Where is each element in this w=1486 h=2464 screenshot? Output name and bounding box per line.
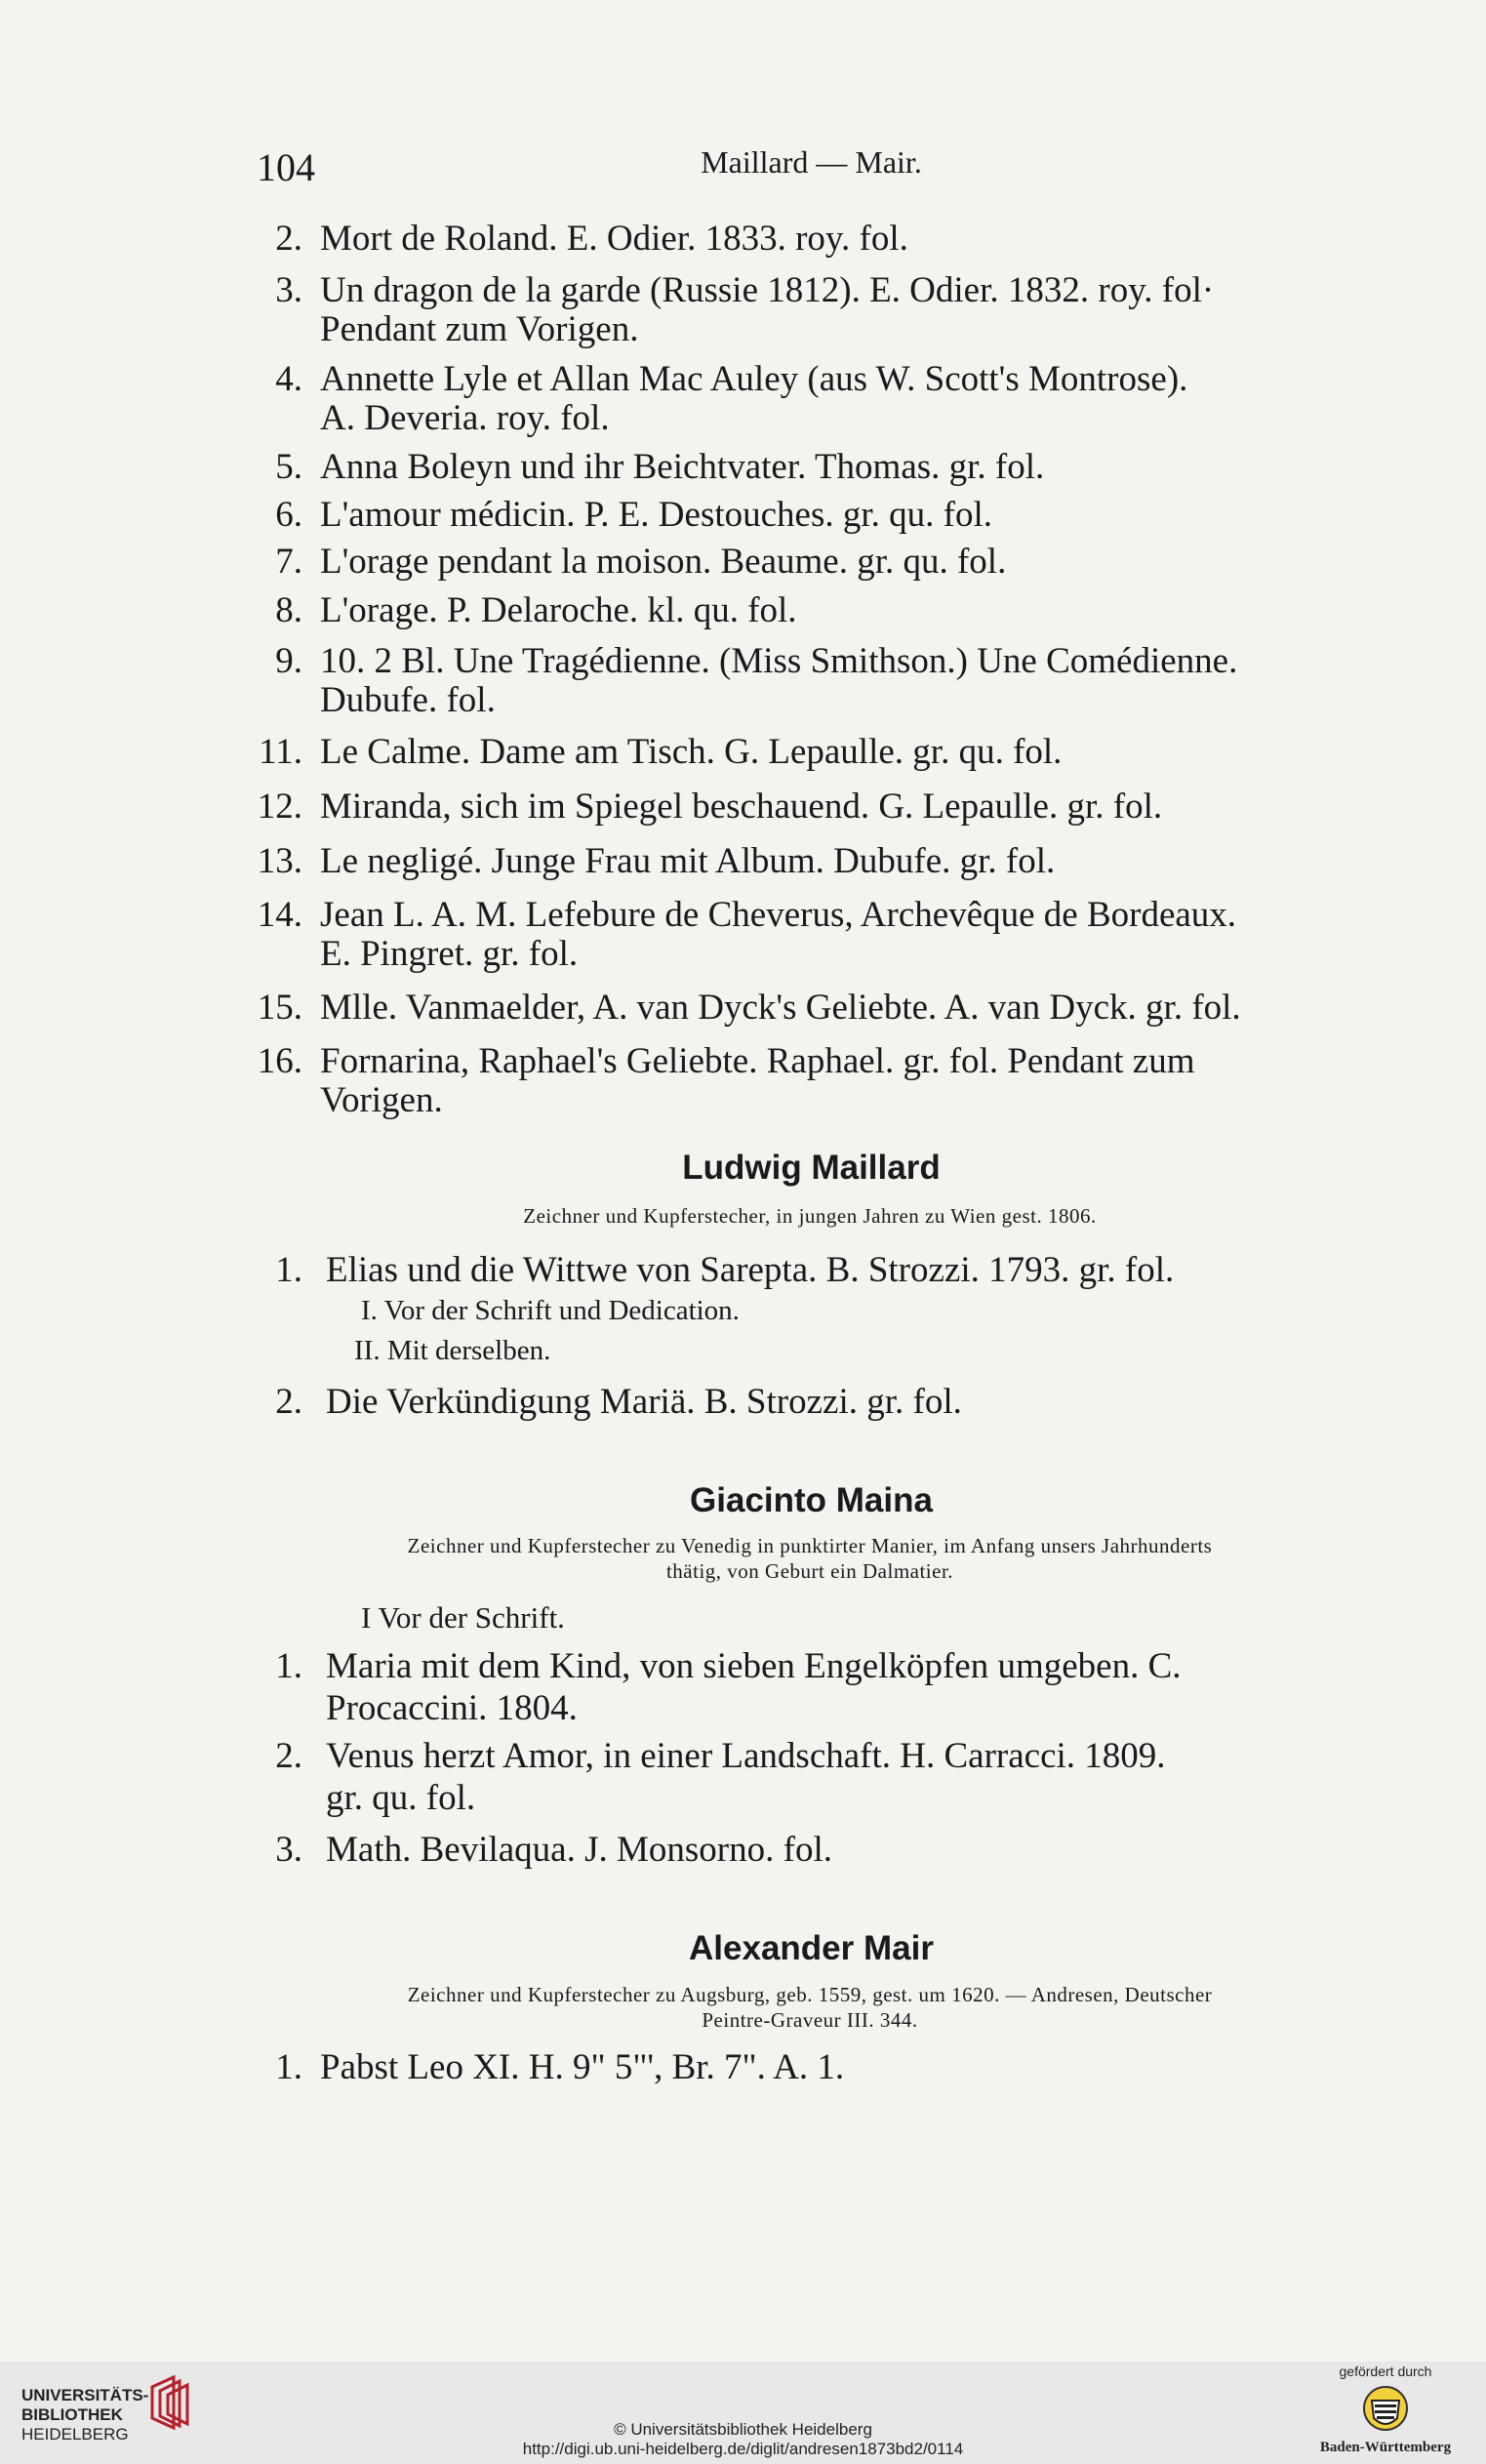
artist-description: Zeichner und Kupferstecher zu Augsburg, geb. 1559, gest. um 1620. — Andresen, Deutscher Peintre-Graveur III. 344. — [407, 1983, 1213, 2032]
artist-heading: Ludwig Maillard — [682, 1149, 941, 1187]
running-title: Maillard — Mair. — [701, 144, 922, 180]
state-note: II. Mit derselben. — [354, 1335, 551, 1366]
library-logo-text[interactable]: UNIVERSITÄTS- BIBLIOTHEK HEIDELBERG — [21, 2386, 149, 2444]
coat-of-arms-icon — [1361, 2383, 1410, 2438]
permalink[interactable]: http://digi.ub.uni-heidelberg.de/diglit/andresen1873bd2/0114 — [522, 2440, 964, 2458]
funder-name: Baden-Württemberg — [1319, 2440, 1452, 2455]
scanned-page: 104 Maillard — Mair. 2. Mort de Roland. E. Odier. 1833. roy. fol. 3. Un dragon de la garde (Russie 1812). E. Odier. 1832. roy. fol· Pendant zum Vorigen. 4. Annette Lyle et Allan Mac Auley (aus W. Scott's Montrose). A. Deveria. roy. fol. 5. Anna Boleyn und ihr Beichtvater. Thomas. gr. fol. 6. L'amour médicin. P. E. Destouches. gr. qu. fol. 7. L'orage pendant la moison. Beaume. gr. qu. fol. 8. L'orage. P. Delaroche. kl. qu. fol. 9. 10. 2 Bl. Une Tragédienne. (Miss Smithson.) Une Comédienne. Dubufe. fol. 11. Le Calme. Dame am Tisch. G. Lepaulle. gr. qu. fol. 12. Miranda, sich im Spiegel beschauend. G. Lepaulle. gr. fol. 13. Le negligé. Junge Frau mit Album. Dubufe. gr. fol. 14. Jean L. A. M. Lefebure de Cheverus, Archevêque de Bordeaux. E. Pingret. gr. fol. 15. Mlle. Vanmaelder, A. van Dyck's Geliebte. A. van Dyck. gr. fol. 16. Fornarina, Raphael's Geliebte. Raphael. gr. fol. Pendant zum Vorigen. Ludwig Maillard Zeichner und Kupferstecher, in jungen Jahren zu Wien gest. 1806. 1. Elias und die Wittwe von Sarepta. B. Strozzi. 1793. gr. fol. I. Vor der Schrift und Dedication. II. Mit derselben. 2. Die Verkündigung Mariä. B. Strozzi. gr. fol. Giacinto Maina Zeichner und Kupferstecher zu Venedig in punktirter Manier, im Anfang unsers Jahrhunderts thätig, von Geburt ein Dalmatier. I Vor der Schrift. 1. Maria mit dem Kind, von sieben Engelköpfen umgeben. C. Procaccini. 1804. 2. Venus herzt Amor, in einer Landschaft. H. Carracci. 1809. gr. qu. fol. 3. Math. Bevilaqua. J. Monsorno. fol. Alexander Mair Zeichner und Kupferstecher zu Augsburg, geb. 1559, gest. um 1620. — Andresen, Deutscher Peintre-Graveur III. 344. 1. Pabst Leo XI. H. 9" 5"', Br. 7". A. 1. — [0, 0, 1486, 2362]
state-note: I. Vor der Schrift und Dedication. — [361, 1295, 740, 1326]
page-number: 104 — [257, 145, 315, 189]
artist-heading: Alexander Mair — [689, 1929, 934, 1967]
artist-heading: Giacinto Maina — [690, 1481, 933, 1519]
funding-note: gefördert durch — [1339, 2363, 1432, 2379]
copyright-notice: © Universitätsbibliothek Heidelberg http://digi.ub.uni-heidelberg.de/diglit/andresen1873bd2/0114 — [0, 2420, 1486, 2459]
state-note: I Vor der Schrift. — [361, 1600, 565, 1635]
artist-description: Zeichner und Kupferstecher zu Venedig in punktirter Manier, im Anfang unsers Jahrhunderts thätig, von Geburt ein Dalmatier. — [407, 1534, 1213, 1583]
artist-description: Zeichner und Kupferstecher, in jungen Jahren zu Wien gest. 1806. — [523, 1204, 1097, 1228]
